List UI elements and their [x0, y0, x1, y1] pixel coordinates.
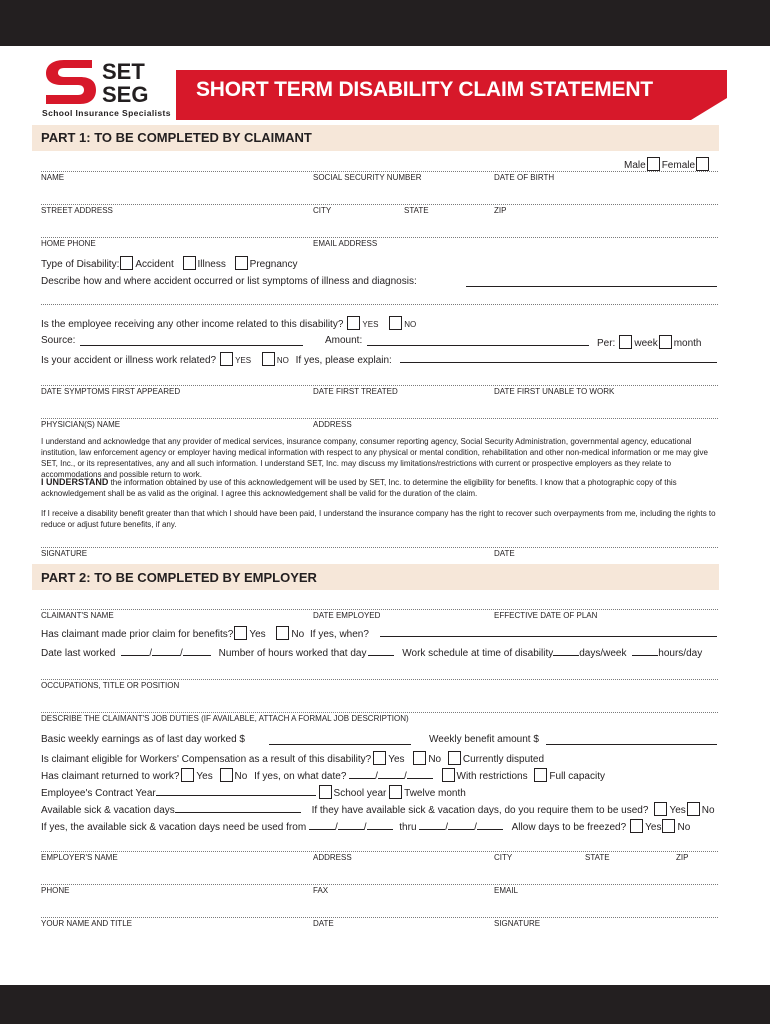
workers-comp-no-label: No — [428, 754, 442, 765]
logo-tagline: School Insurance Specialists — [42, 108, 171, 118]
work-related-no-checkbox[interactable] — [262, 352, 275, 366]
explain-input[interactable] — [400, 362, 717, 363]
effective-date-label: EFFECTIVE DATE OF PLAN — [494, 611, 598, 620]
work-schedule-label: Work schedule at time of disability — [402, 648, 554, 659]
require-used-yes-checkbox[interactable] — [654, 802, 667, 816]
from-year-input[interactable] — [367, 820, 393, 830]
home-phone-label: HOME PHONE — [41, 239, 96, 248]
zip-label: ZIP — [494, 206, 507, 215]
overpayment-paragraph: If I receive a disability benefit greater than that which I should have been paid, I understand the insurance company has the right to recover such overpayments from me, including the rights to reduce or adjust future benefits, if any. — [41, 509, 716, 529]
male-label: Male — [624, 160, 646, 171]
logo-s-mark — [46, 60, 96, 104]
weekly-benefit-input[interactable] — [546, 744, 717, 745]
part1-title: PART 1: TO BE COMPLETED BY CLAIMANT — [41, 130, 312, 145]
disability-type-row — [41, 256, 297, 270]
hours-day-input[interactable] — [632, 646, 658, 656]
physician-address-label: ADDRESS — [313, 420, 352, 429]
understand-text: the information obtained by use of this acknowledgement will be used by SET, Inc. to determine the eligibility for benefits. I know that a photographic copy of this acknowledgement shall be as valid as the original. I agree this acknowledgement shall be valid for the duration of the claim. — [41, 478, 677, 498]
allow-frozen-label: Allow days to be freezed? — [511, 822, 627, 833]
allow-frozen-no-checkbox[interactable] — [662, 819, 675, 833]
employer-signature-label: SIGNATURE — [494, 919, 541, 928]
employer-address-label: ADDRESS — [313, 853, 352, 862]
last-worked-day-input[interactable] — [152, 646, 180, 656]
employer-zip-label: ZIP — [676, 853, 689, 862]
duties-label: DESCRIBE THE CLAIMANT'S JOB DUTIES (IF AVAILABLE, ATTACH A FORMAL JOB DESCRIPTION) — [41, 714, 409, 723]
street-line[interactable] — [41, 204, 718, 205]
per-month-checkbox[interactable] — [659, 335, 672, 349]
require-used-no-checkbox[interactable] — [687, 802, 700, 816]
employer-date-label: DATE — [313, 919, 334, 928]
returned-date-label: If yes, on what date? — [254, 771, 347, 782]
name-label: NAME — [41, 173, 65, 182]
accident-label: Accident — [135, 259, 174, 270]
with-restrictions-label: With restrictions — [456, 771, 528, 782]
female-label: Female — [661, 160, 696, 171]
prior-claim-row — [41, 626, 369, 640]
logo-seg-text: SEG — [102, 82, 149, 106]
contract-year-label: Employee's Contract Year — [41, 788, 156, 799]
hours-day-label: hours/day — [658, 648, 703, 659]
prior-claim-no-checkbox[interactable] — [276, 626, 289, 640]
workers-comp-no-checkbox[interactable] — [413, 751, 426, 765]
employer-email-label: EMAIL — [494, 886, 519, 895]
pregnancy-checkbox[interactable] — [235, 256, 248, 270]
illness-checkbox[interactable] — [183, 256, 196, 270]
per-label: Per: — [597, 338, 616, 349]
require-used-yes-label: Yes — [669, 805, 686, 816]
explain-label: If yes, please explain: — [295, 355, 392, 366]
basic-weekly-label: Basic weekly earnings as of last day worked $ — [41, 734, 245, 745]
work-related-yes-checkbox[interactable] — [220, 352, 233, 366]
from-month-input[interactable] — [309, 820, 335, 830]
twelve-month-label: Twelve month — [404, 788, 466, 799]
per-week-checkbox[interactable] — [619, 335, 632, 349]
hours-worked-label: Number of hours worked that day — [218, 648, 367, 659]
currently-disputed-checkbox[interactable] — [448, 751, 461, 765]
school-year-label: School year — [333, 788, 387, 799]
state-label: STATE — [404, 206, 429, 215]
weekly-benefit-label: Weekly benefit amount $ — [429, 734, 539, 745]
top-border-bar — [0, 0, 770, 46]
available-days-label: Available sick & vacation days — [41, 805, 175, 816]
prior-claim-when-input[interactable] — [380, 636, 717, 637]
logo-set-text: SET — [102, 59, 145, 84]
amount-input[interactable] — [367, 345, 589, 346]
understand-bold: I UNDERSTAND — [41, 477, 109, 487]
understand-paragraph — [41, 477, 717, 499]
allow-frozen-yes-checkbox[interactable] — [630, 819, 643, 833]
other-income-no-label: NO — [404, 320, 417, 329]
employer-signature-line[interactable] — [41, 917, 718, 918]
describe-input-line[interactable] — [466, 286, 717, 287]
per-month-label: month — [673, 338, 702, 349]
employer-line[interactable] — [41, 851, 718, 852]
other-income-yes-label: YES — [362, 320, 379, 329]
basic-weekly-input[interactable] — [269, 744, 411, 745]
claimant-line[interactable] — [41, 609, 718, 610]
returned-year-input[interactable] — [407, 769, 433, 779]
date-employed-label: DATE EMPLOYED — [313, 611, 381, 620]
ssn-label: SOCIAL SECURITY NUMBER — [313, 173, 422, 182]
source-label: Source: — [41, 335, 76, 346]
date-unable-label: DATE FIRST UNABLE TO WORK — [494, 387, 615, 396]
dob-label: DATE OF BIRTH — [494, 173, 555, 182]
employer-phone-label: PHONE — [41, 886, 70, 895]
last-worked-year-input[interactable] — [183, 646, 211, 656]
occupation-line[interactable] — [41, 679, 718, 680]
returned-work-label: Has claimant returned to work? — [41, 771, 180, 782]
your-name-title-label: YOUR NAME AND TITLE — [41, 919, 132, 928]
other-income-yes-checkbox[interactable] — [347, 316, 360, 330]
thru-label: thru — [399, 822, 417, 833]
per-row — [597, 335, 702, 349]
work-related-no-label: NO — [276, 356, 289, 365]
phone-line[interactable] — [41, 237, 718, 238]
employer-fax-label: FAX — [313, 886, 329, 895]
employer-state-label: STATE — [585, 853, 610, 862]
returned-day-input[interactable] — [378, 769, 404, 779]
date-treated-label: DATE FIRST TREATED — [313, 387, 398, 396]
street-label: STREET ADDRESS — [41, 206, 113, 215]
returned-month-input[interactable] — [349, 769, 375, 779]
thru-day-input[interactable] — [448, 820, 474, 830]
work-related-yes-label: YES — [235, 356, 252, 365]
illness-label: Illness — [197, 259, 226, 270]
describe-label: Describe how and where accident occurred or list symptoms of illness and diagnosis: — [41, 276, 417, 287]
hours-worked-input[interactable] — [368, 646, 394, 656]
duties-line[interactable] — [41, 712, 718, 713]
allow-frozen-yes-label: Yes — [645, 822, 662, 833]
city-label: CITY — [313, 206, 332, 215]
prior-claim-no-label: No — [291, 629, 305, 640]
other-income-no-checkbox[interactable] — [389, 316, 402, 330]
gender-row — [624, 157, 711, 171]
days-week-label: days/week — [579, 648, 627, 659]
contact-line[interactable] — [41, 884, 718, 885]
prior-claim-label: Has claimant made prior claim for benefits? — [41, 629, 234, 640]
available-days-row — [41, 802, 715, 816]
twelve-month-checkbox[interactable] — [389, 785, 402, 799]
used-from-row: If yes, the available sick & vacation days need be used from / / thru / / Allow days to be freezed? Yes No — [41, 819, 690, 833]
allow-frozen-no-label: No — [677, 822, 691, 833]
physician-label: PHYSICIAN(S) NAME — [41, 420, 121, 429]
occupation-label: OCCUPATIONS, TITLE OR POSITION — [41, 681, 180, 690]
currently-disputed-label: Currently disputed — [462, 754, 545, 765]
prior-claim-yes-label: Yes — [249, 629, 266, 640]
other-income-label: Is the employee receiving any other income related to this disability? — [41, 319, 344, 330]
work-related-row — [41, 352, 392, 366]
last-worked-month-input[interactable] — [121, 646, 149, 656]
workers-comp-yes-checkbox[interactable] — [373, 751, 386, 765]
used-from-label: If yes, the available sick & vacation days need be used from — [41, 822, 307, 833]
contract-year-input[interactable] — [156, 786, 316, 796]
full-capacity-label: Full capacity — [549, 771, 605, 782]
returned-work-no-label: No — [234, 771, 248, 782]
disability-type-label: Type of Disability: — [41, 259, 120, 270]
work-related-label: Is your accident or illness work related? — [41, 355, 217, 366]
signature-date-label: DATE — [494, 549, 515, 558]
employer-name-label: EMPLOYER'S NAME — [41, 853, 118, 862]
from-day-input[interactable] — [338, 820, 364, 830]
part2-title: PART 2: TO BE COMPLETED BY EMPLOYER — [41, 570, 317, 585]
authorization-paragraph: I understand and acknowledge that any provider of medical services, insurance company, consumer reporting agency, Social Security Administration, governmental agency, educational institution, law enforcement agency or employer having medical information with respect to any physical or mental condition, rehabilitation and other non-medical information or me may give SET, Inc., or its representatives, any and all such information. I understand SET, Inc. may discuss my limitations/restrictions with current or prospective employers as they relate to accommodations and possible return to work. — [41, 437, 709, 479]
returned-work-yes-checkbox[interactable] — [181, 768, 194, 782]
signature-line[interactable] — [41, 547, 718, 548]
school-year-checkbox[interactable] — [319, 785, 332, 799]
require-used-no-label: No — [701, 805, 715, 816]
workers-comp-row — [41, 751, 544, 765]
workers-comp-label: Is claimant eligible for Workers' Compensation as a result of this disability? — [41, 754, 372, 765]
bottom-border-bar — [0, 985, 770, 1024]
full-capacity-checkbox[interactable] — [534, 768, 547, 782]
workers-comp-yes-label: Yes — [388, 754, 405, 765]
days-week-input[interactable] — [553, 646, 579, 656]
dates-line[interactable] — [41, 385, 718, 386]
require-used-label: If they have available sick & vacation days, do you require them to be used? — [311, 805, 649, 816]
name-line[interactable] — [41, 171, 718, 172]
pregnancy-label: Pregnancy — [249, 259, 298, 270]
prior-claim-when-label: If yes, when? — [310, 629, 369, 640]
date-last-worked-label: Date last worked — [41, 648, 116, 659]
returned-work-row: Has claimant returned to work? Yes No If yes, on what date? / / With restrictions Full capacity — [41, 768, 605, 782]
male-checkbox[interactable] — [647, 157, 660, 171]
set-seg-logo — [44, 58, 170, 106]
describe-line-2[interactable] — [41, 304, 718, 305]
date-symptoms-label: DATE SYMPTOMS FIRST APPEARED — [41, 387, 181, 396]
source-input[interactable] — [80, 345, 303, 346]
returned-work-yes-label: Yes — [196, 771, 213, 782]
accident-checkbox[interactable] — [120, 256, 133, 270]
other-income-row — [41, 316, 416, 330]
contract-year-row — [41, 785, 466, 799]
form-title: SHORT TERM DISABILITY CLAIM STATEMENT — [196, 78, 653, 101]
with-restrictions-checkbox[interactable] — [442, 768, 455, 782]
returned-work-no-checkbox[interactable] — [220, 768, 233, 782]
female-checkbox[interactable] — [696, 157, 709, 171]
signature-label: SIGNATURE — [41, 549, 88, 558]
employer-city-label: CITY — [494, 853, 513, 862]
last-worked-row: Date last worked / / Number of hours worked that day Work schedule at time of disability days/week hours/day — [41, 648, 703, 659]
prior-claim-yes-checkbox[interactable] — [234, 626, 247, 640]
per-week-label: week — [634, 338, 658, 349]
thru-month-input[interactable] — [419, 820, 445, 830]
amount-label: Amount: — [325, 335, 363, 346]
thru-year-input[interactable] — [477, 820, 503, 830]
claimant-name-label: CLAIMANT'S NAME — [41, 611, 114, 620]
physician-line[interactable] — [41, 418, 718, 419]
email-label: EMAIL ADDRESS — [313, 239, 378, 248]
available-days-input[interactable] — [175, 803, 301, 813]
